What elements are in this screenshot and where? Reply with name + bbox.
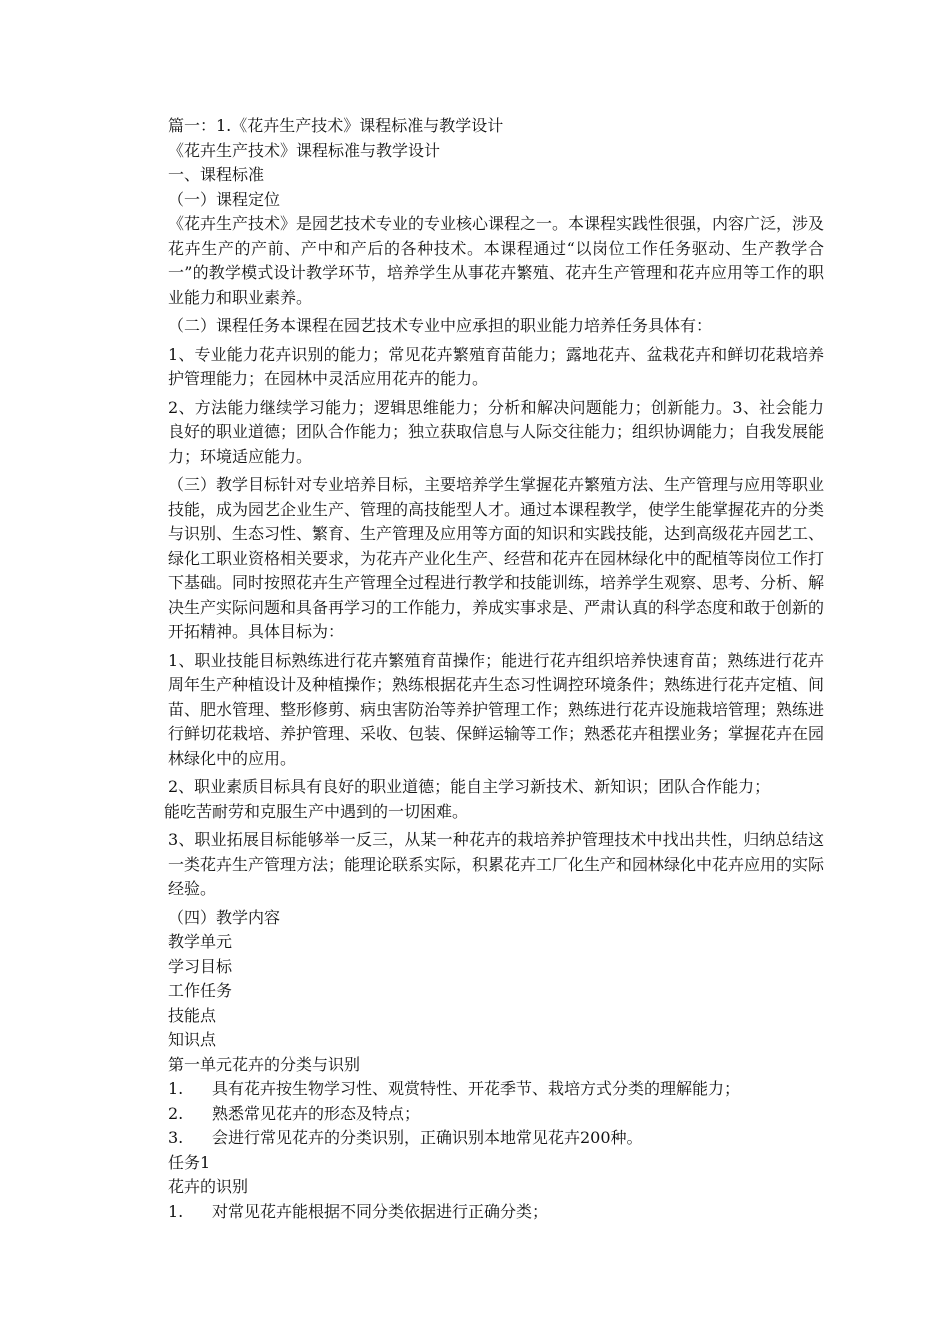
doc-title: 篇一：1.《花卉生产技术》课程标准与教学设计 xyxy=(168,116,504,135)
paragraph-text: 1、职业技能目标熟练进行花卉繁殖育苗操作；能进行花卉组织培养快速育苗；熟练进行花卉周年生产种植设计及种植操作；熟练根据花卉生态习性调控环境条件；熟练进行花卉定植、间苗、肥水管理、整形修剪、病虫害防治等养护管理工作；熟练进行花卉设施栽培管理；熟练进行鲜切花栽培、养护管理、采收、包装、保鲜运输等工作；熟悉花卉租摆业务；掌握花卉在园林绿化中的应用。 xyxy=(168,650,825,768)
list-item xyxy=(168,1077,824,1102)
list-item xyxy=(168,1126,824,1151)
table-header-cell: 教学单元 xyxy=(168,932,233,951)
paragraph xyxy=(168,649,824,772)
paragraph xyxy=(168,343,824,392)
list-number: 1. xyxy=(168,1201,184,1221)
paragraph-line: 能吃苦耐劳和克服生产中遇到的一切困难。 xyxy=(164,801,469,821)
paragraph xyxy=(168,828,824,902)
list-number: 3. xyxy=(168,1128,184,1147)
task-name: 花卉的识别 xyxy=(168,1177,249,1196)
list-text: 对常见花卉能根据不同分类依据进行正确分类； xyxy=(212,1201,549,1221)
table-header-cell: 学习目标 xyxy=(168,956,233,976)
list-text: 会进行常见花卉的分类识别，正确识别本地常见花卉200种。 xyxy=(212,1128,643,1147)
section-heading: 一、课程标准 xyxy=(168,165,265,184)
subsection-heading: （一）课程定位 xyxy=(168,189,281,209)
list-number: 1. xyxy=(168,1079,184,1098)
unit-title: 第一单元花卉的分类与识别 xyxy=(168,1054,361,1074)
list-number: 2. xyxy=(168,1103,184,1123)
paragraph-text: 1、专业能力花卉识别的能力；常见花卉繁殖育苗能力；露地花卉、盆栽花卉和鲜切花栽培养护管理能力；在园林中灵活应用花卉的能力。 xyxy=(168,344,824,388)
list-text: 具有花卉按生物学习性、观赏特性、开花季节、栽培方式分类的理解能力； xyxy=(212,1079,741,1098)
document-page xyxy=(164,114,825,1224)
doc-subtitle: 《花卉生产技术》课程标准与教学设计 xyxy=(168,140,441,160)
paragraph-text: 《花卉生产技术》是园艺技术专业的专业核心课程之一。本课程实践性很强，内容广泛，涉及花卉生产的产前、产中和产后的各种技术。本课程通过“以岗位工作任务驱动、生产教学合一”的教学模式设计教学环节，培养学生从事花卉繁殖、花卉生产管理和花卉应用等工作的职业能力和职业素养。 xyxy=(168,214,825,307)
paragraph-text: （三）教学目标针对专业培养目标，主要培养学生掌握花卉繁殖方法、生产管理与应用等职业技能，成为园艺企业生产、管理的高技能型人才。通过本课程教学，使学生能掌握花卉的分类与识别、生态习性、繁育、生产管理及应用等方面的知识和实践技能，达到高级花卉园艺工、绿化工职业资格相关要求，为花卉产业化生产、经营和花卉在园林绿化中的配植等岗位工作打下基础。同时按照花卉生产管理全过程进行教学和技能训练，培养学生观察、思考、分析、解决生产实际问题和具备再学习的工作能力，养成实事求是、严肃认真的科学态度和敢于创新的开拓精神。具体目标为： xyxy=(168,475,825,641)
table-header-cell: 技能点 xyxy=(168,1005,217,1025)
list-text: 熟悉常见花卉的形态及特点； xyxy=(212,1103,421,1123)
paragraph xyxy=(168,473,824,645)
subsection-heading: （二）课程任务本课程在园艺技术专业中应承担的职业能力培养任务具体有： xyxy=(168,316,713,335)
paragraph-text: 2、方法能力继续学习能力；逻辑思维能力；分析和解决问题能力；创新能力。3、社会能力良好的职业道德；团队合作能力；独立获取信息与人际交往能力；组织协调能力；自我发展能力；环境适应能力。 xyxy=(168,397,825,466)
task-label: 任务1 xyxy=(168,1152,211,1172)
paragraph xyxy=(168,396,824,470)
table-header-cell: 工作任务 xyxy=(168,981,233,1000)
list-item xyxy=(168,1200,824,1225)
subsection-heading: （四）教学内容 xyxy=(168,907,281,927)
table-header-cell: 知识点 xyxy=(168,1030,217,1049)
paragraph-text: 3、职业拓展目标能够举一反三，从某一种花卉的栽培养护管理技术中找出共性，归纳总结这一类花卉生产管理方法；能理论联系实际，积累花卉工厂化生产和园林绿化中花卉应用的实际经验。 xyxy=(168,830,825,898)
paragraph xyxy=(168,212,824,310)
list-item xyxy=(168,1102,824,1127)
paragraph-line: 2、职业素质目标具有良好的职业道德；能自主学习新技术、新知识；团队合作能力； xyxy=(168,777,771,796)
